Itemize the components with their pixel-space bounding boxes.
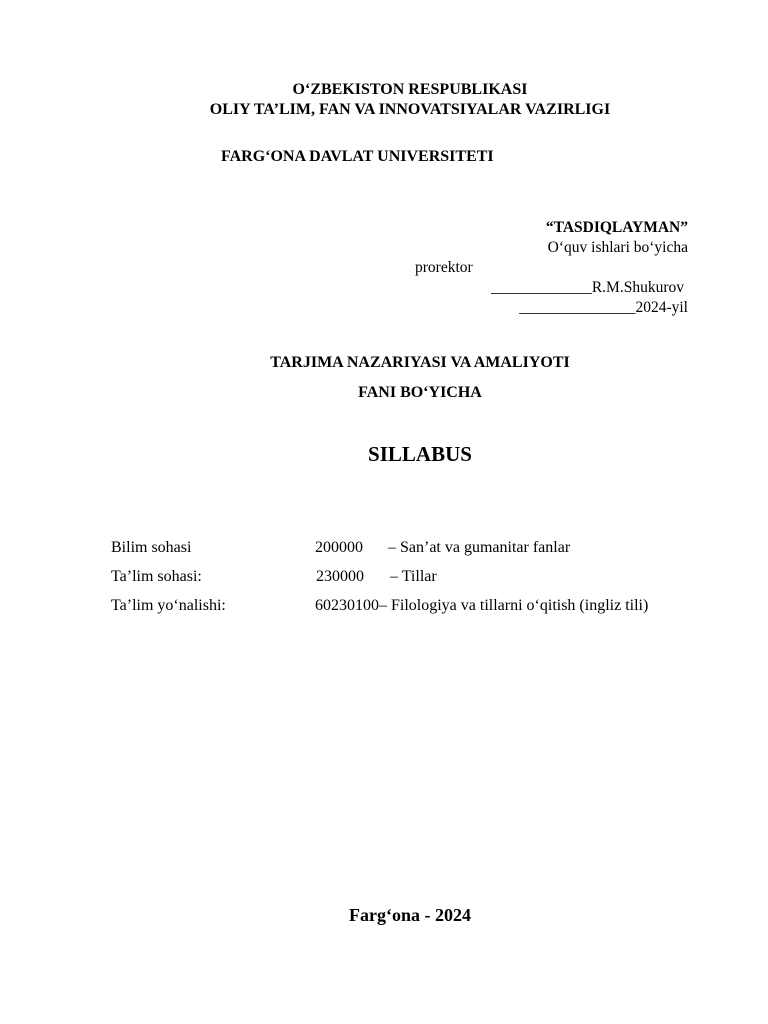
approval-signature-line: _____________R.M.Shukurov bbox=[491, 279, 684, 296]
approval-position-line1: O‘quv ishlari bo‘yicha bbox=[547, 239, 688, 256]
detail-label: Ta’lim yo‘nalishi: bbox=[111, 597, 226, 614]
detail-code: 230000 bbox=[316, 568, 364, 585]
document-title: SILLABUS bbox=[368, 442, 472, 466]
approval-position-line2: prorektor bbox=[415, 259, 473, 276]
footer-city-year: Farg‘ona - 2024 bbox=[349, 905, 471, 925]
university-name: FARG‘ONA DAVLAT UNIVERSITETI bbox=[221, 148, 494, 165]
detail-label: Ta’lim sohasi: bbox=[111, 568, 202, 585]
detail-description: – Filologiya va tillarni o‘qitish (ingliz tili) bbox=[379, 597, 649, 614]
detail-code: 60230100 bbox=[315, 597, 379, 614]
subject-title-line1: TARJIMA NAZARIYASI VA AMALIYOTI bbox=[270, 354, 570, 371]
detail-code: 200000 bbox=[315, 539, 363, 556]
approval-title: “TASDIQLAYMAN” bbox=[545, 219, 688, 236]
subject-title-line2: FANI BO‘YICHA bbox=[358, 384, 482, 401]
detail-description: – Tillar bbox=[390, 568, 437, 585]
detail-label: Bilim sohasi bbox=[111, 539, 192, 556]
approval-date-line: _______________2024-yil bbox=[519, 299, 688, 316]
ministry-country-heading: O‘ZBEKISTON RESPUBLIKASI bbox=[292, 81, 528, 98]
ministry-name-heading: OLIY TA’LIM, FAN VA INNOVATSIYALAR VAZIRLIGI bbox=[209, 101, 611, 118]
detail-description: – San’at va gumanitar fanlar bbox=[388, 539, 571, 556]
